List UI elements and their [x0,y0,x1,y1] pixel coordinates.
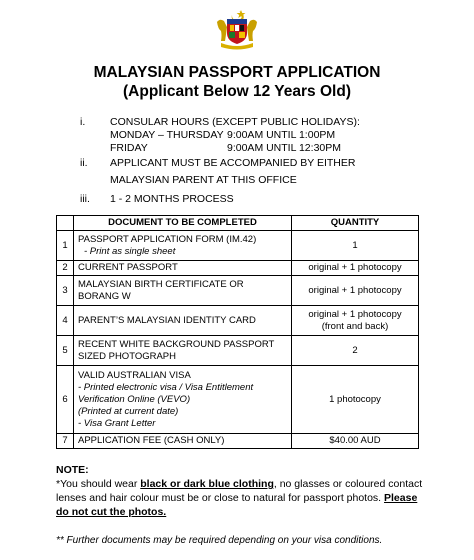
row-document: CURRENT PASSPORT [74,261,292,276]
item-text: MALAYSIAN PARENT AT THIS OFFICE [110,174,297,186]
table-row [57,231,419,261]
row-document: APPLICATION FEE (CASH ONLY) [74,434,292,449]
note-emphasis: black or dark blue clothing [140,478,274,490]
item-number: iii. [80,193,90,205]
item-text: FRIDAY [110,142,148,154]
row-number: 6 [57,366,74,434]
note-text: *You should wear black or dark blue clothing, no glasses or coloured contact lenses and hair colour must be or close to natural for passport photos. Please do not cut the photos. [56,478,423,518]
row-document: VALID AUSTRALIAN VISA - Printed electronic visa / Visa Entitlement Verification Online (VEVO) (Printed at current date) - Visa Grant Letter [74,366,292,434]
row-number: 4 [57,306,74,336]
row-quantity: 1 [292,231,419,261]
item-hours: 9:00AM UNTIL 12:30PM [227,142,341,154]
row-quantity: original + 1 photocopy [292,261,419,276]
page-title: MALAYSIAN PASSPORT APPLICATION [93,64,381,81]
header-quantity: QUANTITY [292,216,419,231]
table-header-row [57,216,419,231]
table-row [57,261,419,276]
row-document: MALAYSIAN BIRTH CERTIFICATE OR BORANG W [74,276,292,306]
row-number: 2 [57,261,74,276]
page-subtitle: (Applicant Below 12 Years Old) [123,83,351,100]
table-row [57,434,419,449]
row-quantity: original + 1 photocopy [292,276,419,306]
item-hours: 9:00AM UNTIL 1:00PM [227,129,336,141]
table-row [57,366,419,434]
row-quantity: $40.00 AUD [292,434,419,449]
row-number: 5 [57,336,74,366]
row-number: 3 [57,276,74,306]
note-emphasis: Please do not cut the photos. [56,492,418,518]
row-number: 7 [57,434,74,449]
item-text: CONSULAR HOURS (EXCEPT PUBLIC HOLIDAYS): [110,116,360,128]
row-document: PASSPORT APPLICATION FORM (IM.42) - Print as single sheet [74,231,292,261]
table-row [57,276,419,306]
row-number: 1 [57,231,74,261]
item-number: ii. [80,157,88,169]
row-quantity: 1 photocopy [292,366,419,434]
row-document: RECENT WHITE BACKGROUND PASSPORT SIZED PHOTOGRAPH [74,336,292,366]
note-heading: NOTE: [56,464,89,476]
row-quantity: 2 [292,336,419,366]
row-quantity: original + 1 photocopy (front and back) [292,306,419,336]
note-footer: ** Further documents may be required depending on your visa conditions. [56,535,383,546]
item-text: 1 - 2 MONTHS PROCESS [110,193,234,205]
header-number [57,216,74,231]
item-text: APPLICANT MUST BE ACCOMPANIED BY EITHER [110,157,356,169]
table-row [57,336,419,366]
item-text: MONDAY – THURSDAY [110,129,224,141]
header-document: DOCUMENT TO BE COMPLETED [74,216,292,231]
coat-of-arms-icon [213,8,261,50]
row-document: PARENT’S MALAYSIAN IDENTITY CARD [74,306,292,336]
item-number: i. [80,116,86,128]
documents-table [56,215,419,449]
table-row [57,306,419,336]
